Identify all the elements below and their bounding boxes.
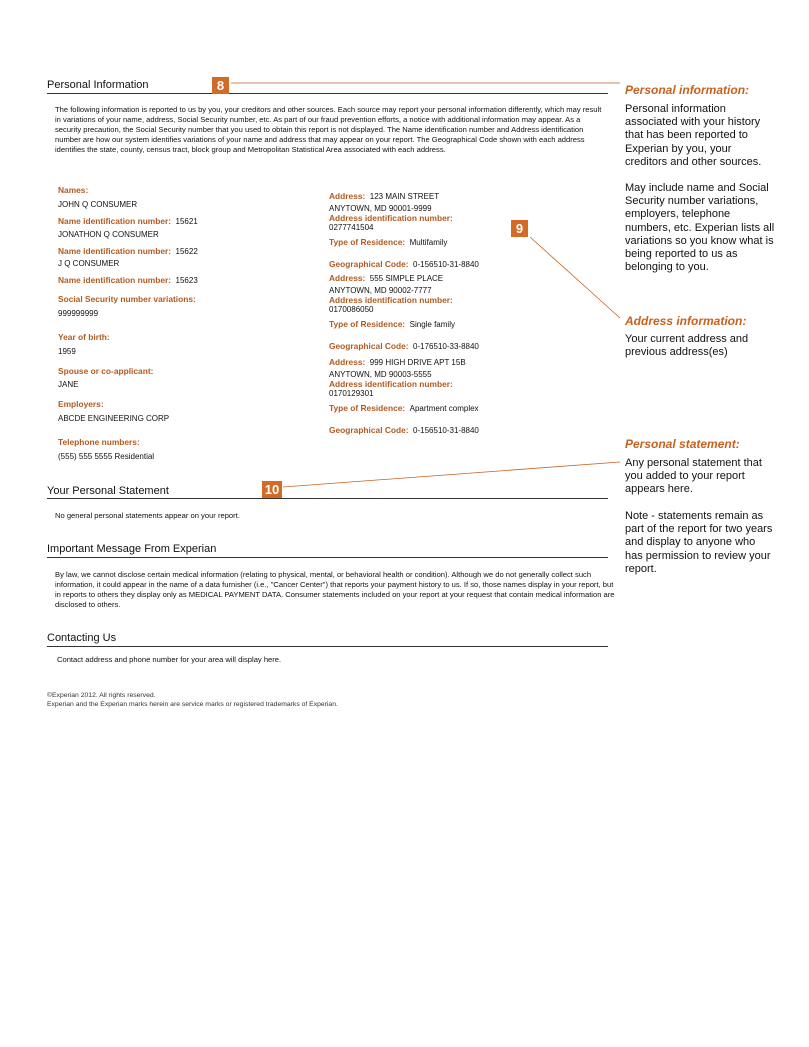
employers-value: ABCDE ENGINEERING CORP: [58, 414, 170, 423]
address-label: Address:: [329, 357, 366, 367]
address-id-label: Address identification number:: [329, 213, 453, 223]
callout-badge-9: 9: [511, 220, 528, 237]
address-id-value: 0170086050: [329, 305, 374, 314]
footer-copyright: ©Experian 2012. All rights reserved.: [47, 692, 156, 699]
personal-information-heading: Personal Information: [47, 79, 149, 91]
name-id-row: [58, 270, 198, 288]
telephone-value: (555) 555 5555 Residential: [58, 452, 155, 461]
geo-value: 0-176510-33-8840: [413, 342, 479, 351]
sidebar-address-heading: Address information:: [625, 314, 747, 328]
geo-value: 0-156510-31-8840: [413, 426, 479, 435]
address-street: 123 MAIN STREET: [369, 192, 440, 201]
ssn-value: 999999999: [58, 309, 99, 318]
name-id-value: 15621: [175, 217, 198, 226]
spouse-value: JANE: [58, 380, 79, 389]
telephone-label: Telephone numbers:: [58, 437, 140, 447]
leader-line-10: [283, 462, 620, 487]
address-street: 555 SIMPLE PLACE: [369, 274, 444, 283]
name-id-value: 15623: [175, 276, 198, 285]
address-city: ANYTOWN, MD 90003-5555: [329, 370, 432, 379]
year-of-birth-label: Year of birth:: [58, 332, 110, 342]
address-id-label: Address identification number:: [329, 295, 453, 305]
address-block: [329, 268, 479, 354]
spouse-label: Spouse or co-applicant:: [58, 366, 154, 376]
callout-badge-8: 8: [212, 77, 229, 94]
name-value: J Q CONSUMER: [58, 259, 120, 268]
year-of-birth-value: 1959: [58, 347, 76, 356]
section-divider: [47, 557, 608, 558]
geo-label: Geographical Code:: [329, 425, 409, 435]
personal-statement-text: No general personal statements appear on your report.: [55, 511, 240, 520]
address-id-value: 0170129301: [329, 389, 374, 398]
name-id-row: [58, 211, 198, 229]
contacting-us-text: Contact address and phone number for your area will display here.: [57, 655, 282, 664]
section-divider: [47, 498, 608, 499]
name-value: JOHN Q CONSUMER: [58, 200, 138, 209]
residence-label: Type of Residence:: [329, 237, 406, 247]
name-id-label: Name identification number:: [58, 275, 172, 285]
address-id-value: 0277741504: [329, 223, 374, 232]
important-message-text: By law, we cannot disclose certain medical information (relating to physical, mental, or behavioral health or condition). Although we do not generally collect such information, it could appear in the name of a data furnisher (i.e., "Cancer Center") that reports your payment history to us. If so, those names display in your report, but in reports to others they display only as MEDICAL PAYMENT DATA. Consumer statements included on your report at your request that contain medical information are disclosed to others.: [55, 570, 615, 609]
residence-value: Multifamily: [409, 238, 448, 247]
residence-value: Apartment complex: [409, 404, 479, 413]
name-value: JONATHON Q CONSUMER: [58, 230, 159, 239]
sidebar-address-text: Your current address and previous address(es): [625, 333, 749, 359]
geo-value: 0-156510-31-8840: [413, 260, 479, 269]
address-city: ANYTOWN, MD 90002-7777: [329, 286, 432, 295]
residence-value: Single family: [409, 320, 455, 329]
address-block: [329, 186, 479, 272]
address-city: ANYTOWN, MD 90001-9999: [329, 204, 432, 213]
residence-label: Type of Residence:: [329, 319, 406, 329]
sidebar-statement-text-2: Note - statements remain as part of the report for two years and display to anyone who has permission to review your report.: [625, 510, 773, 575]
residence-label: Type of Residence:: [329, 403, 406, 413]
address-street: 999 HIGH DRIVE APT 15B: [369, 358, 466, 367]
personal-info-intro: The following information is reported to us by you, your creditors and other sources. Each source may report your personal information differently, which may result in variations of your name, address, Social Security number, etc. As part of our fraud prevention efforts, a notice with additional information may appear. As a security precaution, the Social Security number that you used to obtain this report is not displayed. The Name identification number and Address identification number are how our system identifies variations of your name and address that may appear on your report. The Geographical Code shown with each address identifies the state, county, census tract, block group and Metropolitan Statistical Area associated with each address.: [55, 105, 602, 154]
sidebar-statement-heading: Personal statement:: [625, 437, 740, 451]
sidebar-personal-info-text: Personal information associated with your history that has been reported to Experian by you, your creditors and other sources.: [625, 103, 762, 168]
name-id-row: [58, 241, 198, 259]
leader-line-9: [530, 237, 620, 318]
address-label: Address:: [329, 273, 366, 283]
sidebar-statement-text: Any personal statement that you added to your report appears here.: [625, 457, 762, 496]
contacting-us-heading: Contacting Us: [47, 632, 117, 644]
important-message-heading: Important Message From Experian: [47, 543, 217, 555]
name-id-label: Name identification number:: [58, 216, 172, 226]
callout-badge-10: 10: [262, 481, 282, 498]
name-id-value: 15622: [175, 247, 198, 256]
employers-label: Employers:: [58, 399, 104, 409]
geo-label: Geographical Code:: [329, 259, 409, 269]
footer-trademark: Experian and the Experian marks herein are service marks or registered trademarks of Experian.: [47, 701, 338, 708]
geo-label: Geographical Code:: [329, 341, 409, 351]
address-block: [329, 352, 479, 438]
sidebar-personal-info-text-2: May include name and Social Security number variations, employers, telephone numbers, etc. Experian lists all variations so you know what is being reported to us as belonging to you.: [625, 182, 775, 274]
section-divider: [47, 93, 608, 94]
address-id-label: Address identification number:: [329, 379, 453, 389]
names-label: Names:: [58, 185, 89, 195]
personal-statement-heading: Your Personal Statement: [47, 485, 169, 497]
section-divider: [47, 646, 608, 647]
footer: [47, 691, 607, 709]
sidebar-personal-info-heading: Personal information:: [625, 83, 750, 97]
name-id-label: Name identification number:: [58, 246, 172, 256]
address-label: Address:: [329, 191, 366, 201]
ssn-label: Social Security number variations:: [58, 294, 196, 304]
